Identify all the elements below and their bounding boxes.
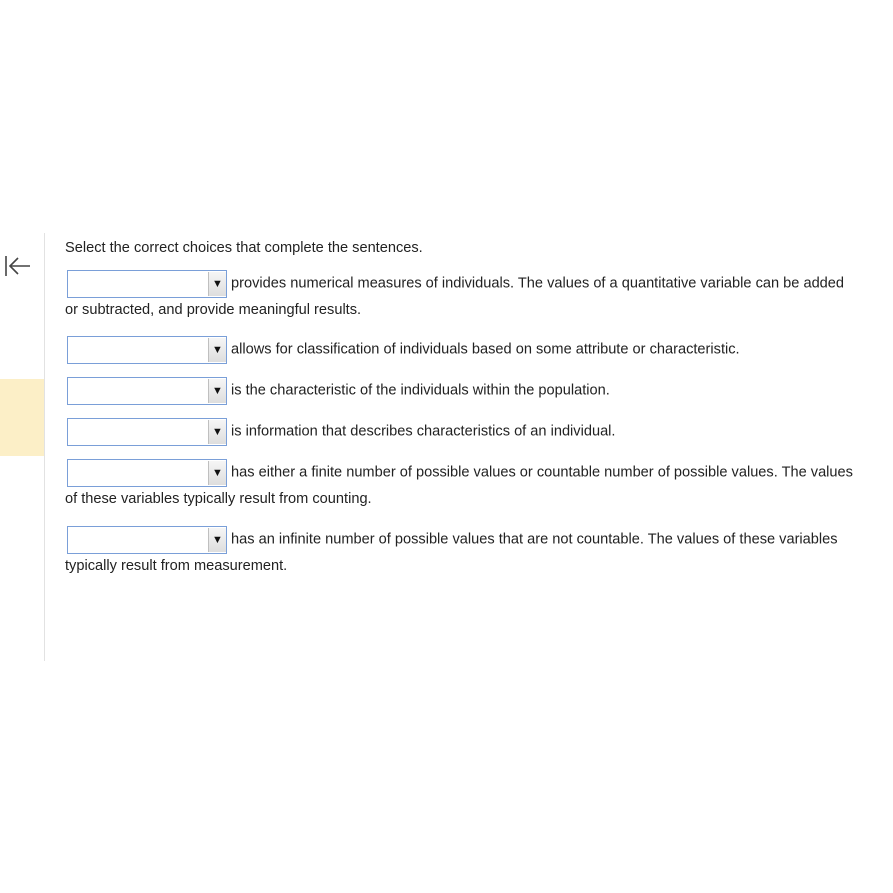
- arrow-left-to-bar-icon: [2, 254, 32, 278]
- sentence-4: [65, 418, 855, 446]
- answer-dropdown-5[interactable]: [67, 459, 227, 487]
- chevron-down-icon: ▼: [208, 272, 226, 296]
- answer-dropdown-2[interactable]: [67, 336, 227, 364]
- chevron-down-icon: ▼: [208, 528, 226, 552]
- chevron-down-icon: ▼: [208, 338, 226, 362]
- sentence-text: provides numerical measures of individuals. The values of a quantitative variable can be added or subtracted, and provide meaningful results.: [65, 275, 845, 318]
- chevron-down-icon: ▼: [208, 379, 226, 403]
- highlight-block: [0, 379, 44, 456]
- collapse-panel-button[interactable]: [2, 254, 32, 278]
- sentence-5: [65, 459, 855, 512]
- sentence-6: [65, 526, 855, 579]
- answer-dropdown-4[interactable]: [67, 418, 227, 446]
- answer-dropdown-1[interactable]: [67, 270, 227, 298]
- sentence-1: [65, 270, 855, 323]
- chevron-down-icon: ▼: [208, 461, 226, 485]
- sentence-text: has either a finite number of possible values or countable number of possible values. The values of these variables typically result from counting.: [65, 464, 853, 508]
- answer-dropdown-6[interactable]: [67, 526, 227, 554]
- answer-dropdown-3[interactable]: [67, 377, 227, 405]
- chevron-down-icon: ▼: [208, 420, 226, 444]
- sentence-text: has an infinite number of possible values that are not countable. The values of these variables typically result from measurement.: [65, 531, 838, 574]
- sentence-2: [65, 336, 855, 364]
- question-content: [65, 238, 855, 592]
- sentence-3: [65, 377, 855, 405]
- sentence-text: allows for classification of individuals based on some attribute or characteristic.: [231, 341, 740, 358]
- sentence-text: is information that describes characteristics of an individual.: [231, 423, 616, 440]
- sentence-text: is the characteristic of the individuals within the population.: [231, 382, 610, 399]
- instruction-text: Select the correct choices that complete the sentences.: [65, 240, 423, 256]
